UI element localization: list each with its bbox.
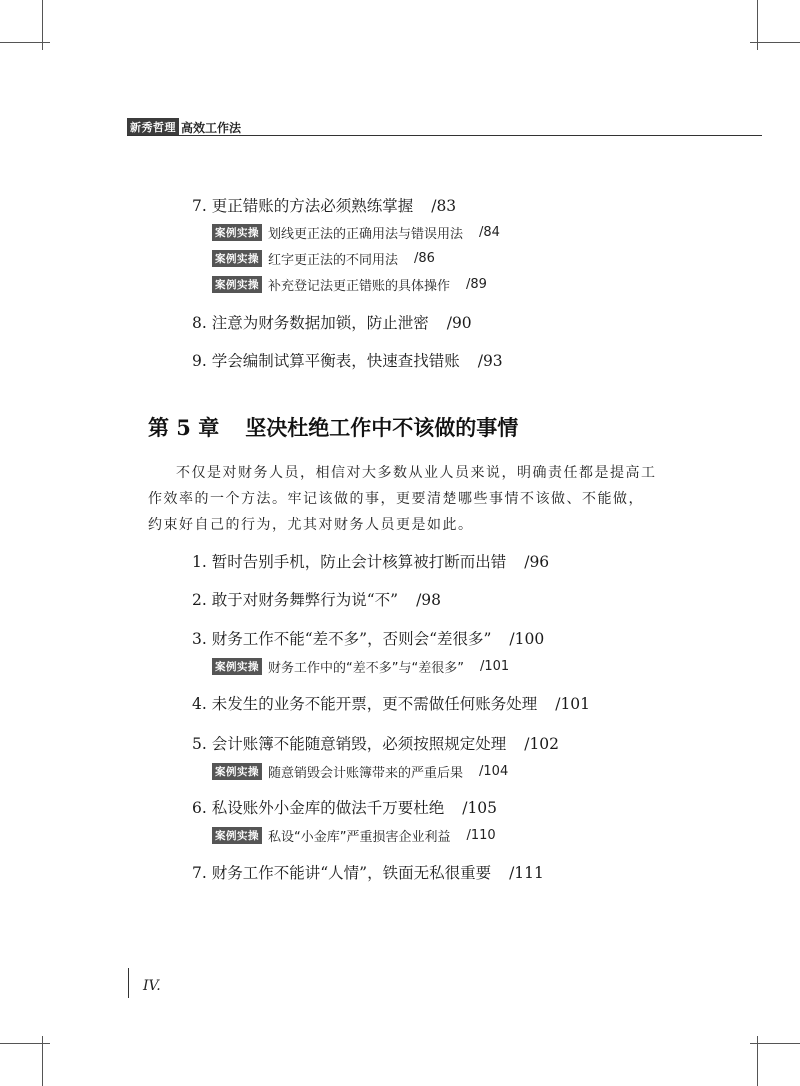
toc-entry: 8. 注意为财务数据加锁，防止泄密 /90: [192, 314, 472, 332]
toc-entry: 2. 敢于对财务舞弊行为说“不” /98: [192, 591, 442, 609]
toc-subentry: 案例实操 私设“小金库”严重损害企业利益 /110: [212, 826, 496, 845]
toc-subentry: 案例实操 红字更正法的不同用法 /86: [212, 249, 435, 268]
toc-subentry: 案例实操 补充登记法更正错账的具体操作 /89: [212, 275, 487, 294]
folio-rule: [128, 968, 129, 998]
crop-mark: [750, 42, 800, 43]
toc-entry: 7. 财务工作不能讲“人情”，铁面无私很重要 /111: [192, 864, 544, 882]
toc-entry: 7. 更正错账的方法必须熟练掌握 /83: [192, 197, 457, 215]
toc-subentry: 案例实操 财务工作中的“差不多”与“差很多” /101: [212, 657, 509, 676]
toc-entry: 4. 未发生的业务不能开票，更不需做任何账务处理 /101: [192, 695, 591, 713]
book-title: 高效工作法: [181, 120, 242, 135]
chapter-heading: [148, 412, 518, 442]
toc-subentry: 案例实操 划线更正法的正确用法与错误用法 /84: [212, 223, 500, 242]
case-tag: 案例实操: [212, 224, 262, 241]
case-tag: 案例实操: [212, 763, 262, 780]
series-label: 新秀哲理: [127, 118, 179, 136]
toc-subentry: 案例实操 随意销毁会计账簿带来的严重后果 /104: [212, 762, 508, 781]
case-tag: 案例实操: [212, 276, 262, 293]
crop-mark: [0, 1043, 50, 1044]
toc-entry: 1. 暂时告别手机，防止会计核算被打断而出错 /96: [192, 553, 550, 571]
crop-mark: [750, 1043, 800, 1044]
toc-entry: 5. 会计账簿不能随意销毁，必须按照规定处理 /102: [192, 735, 560, 753]
toc-entry: 3. 财务工作不能“差不多”，否则会“差很多” /100: [192, 630, 545, 648]
toc-entry: 6. 私设账外小金库的做法千万要杜绝 /105: [192, 799, 498, 817]
running-header: [127, 118, 241, 136]
case-tag: 案例实操: [212, 827, 262, 844]
page-number: IV.: [143, 978, 161, 994]
case-tag: 案例实操: [212, 658, 262, 675]
case-tag: 案例实操: [212, 250, 262, 267]
toc-entry: 9. 学会编制试算平衡表，快速查找错账 /93: [192, 352, 503, 370]
header-rule: [127, 135, 762, 136]
chapter-number: 第 5 章: [148, 415, 220, 440]
crop-mark: [0, 42, 50, 43]
chapter-intro: 不仅是对财务人员，相信对大多数从业人员来说，明确责任都是提高工作效率的一个方法。牢记该做的事，更要清楚哪些事情不该做、不能做，约束好自己的行为，尤其对财务人员更是如此。: [148, 465, 657, 533]
chapter-title: 坚决杜绝工作中不该做的事情: [245, 415, 519, 440]
